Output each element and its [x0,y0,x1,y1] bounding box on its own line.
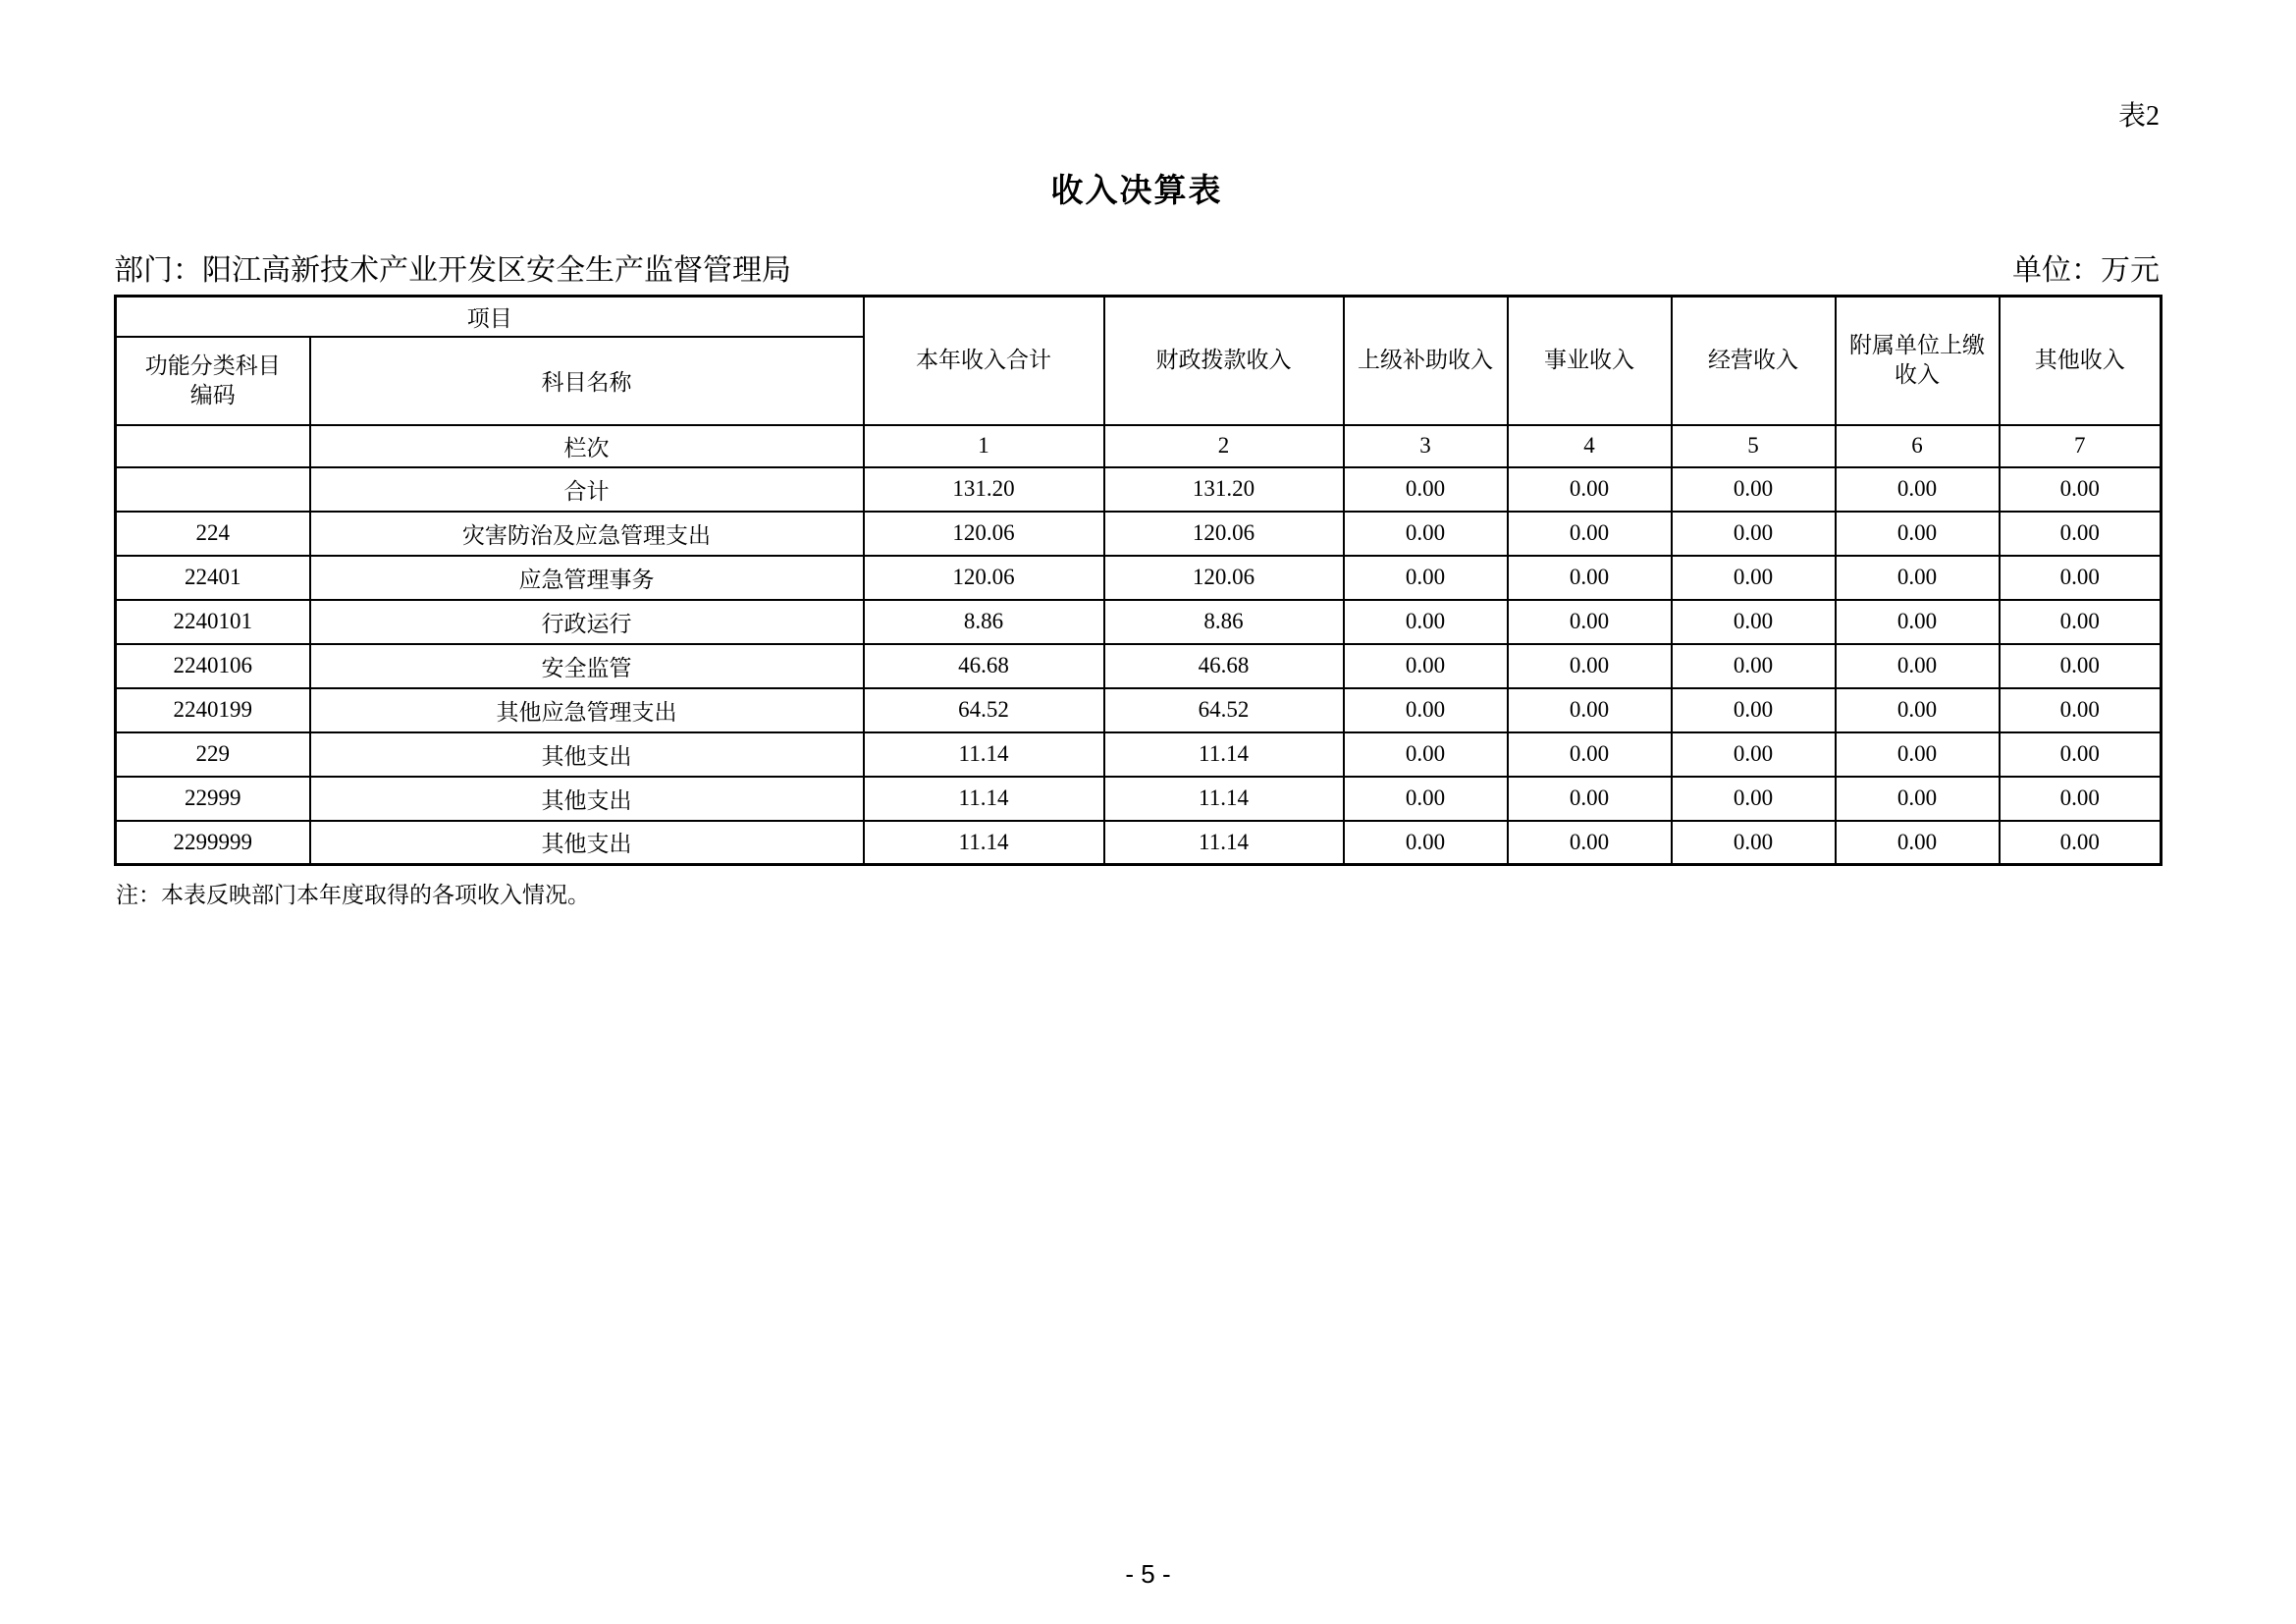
subject-name-cell: 安全监管 [310,644,864,688]
column-header-fiscal-appropriation [1104,297,1344,425]
value-cell: 0.00 [1508,512,1672,556]
table-row [116,467,2162,512]
value-cell: 0.00 [1344,600,1508,644]
value-cell: 0.00 [1508,467,1672,512]
table-row [116,556,2162,600]
subject-name-cell: 其他应急管理支出 [310,688,864,732]
value-cell: 46.68 [864,644,1104,688]
value-cell: 0.00 [2000,777,2162,821]
blank-cell [116,425,310,467]
value-cell: 0.00 [1344,467,1508,512]
table-row [116,732,2162,777]
value-cell: 0.00 [1344,732,1508,777]
column-header-label: 本年收入合计 [916,348,1051,373]
header-row-project [116,297,2162,337]
value-cell: 0.00 [1672,556,1836,600]
value-cell: 0.00 [1344,644,1508,688]
value-cell: 120.06 [864,512,1104,556]
table-row [116,821,2162,865]
table-body [116,467,2162,865]
column-header-superior-subsidy [1344,297,1508,425]
value-cell: 11.14 [1104,821,1344,865]
value-cell: 0.00 [1672,821,1836,865]
value-cell: 0.00 [2000,688,2162,732]
value-cell: 0.00 [1672,777,1836,821]
value-cell: 8.86 [864,600,1104,644]
value-cell: 46.68 [1104,644,1344,688]
corner-table-label: 表2 [2117,101,2160,132]
income-table [114,295,2163,866]
value-cell: 8.86 [1104,600,1344,644]
project-group-header: 项目 [116,297,864,337]
column-header-other-income [2000,297,2162,425]
value-cell: 0.00 [1508,644,1672,688]
value-cell: 11.14 [1104,732,1344,777]
value-cell: 0.00 [1344,512,1508,556]
column-number-cell: 7 [2000,425,2162,467]
code-cell: 229 [116,732,310,777]
column-header-institution-income [1508,297,1672,425]
value-cell: 0.00 [1836,644,2000,688]
subject-name-cell: 行政运行 [310,600,864,644]
unit-label: 单位：万元 [2012,254,2160,287]
value-cell: 0.00 [1672,688,1836,732]
table-row [116,644,2162,688]
value-cell: 0.00 [1508,777,1672,821]
header-row-column-numbers [116,425,2162,467]
code-column-header-label: 功能分类科目编码 [144,352,281,407]
value-cell: 0.00 [2000,600,2162,644]
code-cell: 2299999 [116,821,310,865]
code-cell [116,467,310,512]
value-cell: 0.00 [2000,821,2162,865]
column-header-affiliated-unit-income [1836,297,2000,425]
column-number-cell: 6 [1836,425,2000,467]
footnote: 注：本表反映部门本年度取得的各项收入情况。 [116,883,590,907]
meta-row [114,253,2160,289]
value-cell: 0.00 [1672,600,1836,644]
department-label: 部门：阳江高新技术产业开发区安全生产监督管理局 [114,254,791,287]
column-number-cell: 4 [1508,425,1672,467]
value-cell: 0.00 [1672,467,1836,512]
page-number: - 5 - [1125,1559,1171,1589]
value-cell: 0.00 [1344,688,1508,732]
column-header-label: 事业收入 [1544,348,1634,373]
column-header-label: 经营收入 [1708,348,1798,373]
code-cell: 22999 [116,777,310,821]
subject-name-cell: 其他支出 [310,777,864,821]
value-cell: 0.00 [1836,732,2000,777]
column-header-label: 其他收入 [2034,348,2125,373]
value-cell: 64.52 [864,688,1104,732]
value-cell: 0.00 [2000,732,2162,777]
value-cell: 0.00 [1836,512,2000,556]
column-header-label: 财政拨款收入 [1155,348,1292,373]
column-number-cell: 5 [1672,425,1836,467]
value-cell: 0.00 [1672,512,1836,556]
value-cell: 0.00 [2000,512,2162,556]
value-cell: 131.20 [864,467,1104,512]
value-cell: 11.14 [864,732,1104,777]
value-cell: 120.06 [1104,512,1344,556]
code-cell: 224 [116,512,310,556]
value-cell: 0.00 [1836,467,2000,512]
value-cell: 120.06 [864,556,1104,600]
value-cell: 0.00 [1344,777,1508,821]
code-cell: 22401 [116,556,310,600]
value-cell: 11.14 [1104,777,1344,821]
value-cell: 0.00 [2000,556,2162,600]
subject-name-cell: 其他支出 [310,732,864,777]
value-cell: 0.00 [1836,777,2000,821]
row-index-label-cell: 栏次 [310,425,864,467]
value-cell: 0.00 [2000,467,2162,512]
value-cell: 0.00 [1836,556,2000,600]
value-cell: 64.52 [1104,688,1344,732]
value-cell: 11.14 [864,777,1104,821]
column-header-total-income [864,297,1104,425]
column-number-cell: 3 [1344,425,1508,467]
value-cell: 0.00 [1836,688,2000,732]
subject-name-cell: 合计 [310,467,864,512]
column-number-cell: 2 [1104,425,1344,467]
table-row [116,688,2162,732]
column-header-operating-income [1672,297,1836,425]
value-cell: 0.00 [1672,732,1836,777]
subject-name-cell: 灾害防治及应急管理支出 [310,512,864,556]
subject-name-cell: 应急管理事务 [310,556,864,600]
value-cell: 0.00 [1672,644,1836,688]
value-cell: 131.20 [1104,467,1344,512]
value-cell: 11.14 [864,821,1104,865]
column-header-label: 附属单位上缴收入 [1849,333,1985,388]
value-cell: 120.06 [1104,556,1344,600]
table-row [116,512,2162,556]
value-cell: 0.00 [2000,644,2162,688]
code-cell: 2240106 [116,644,310,688]
value-cell: 0.00 [1836,600,2000,644]
table-row [116,600,2162,644]
column-number-cell: 1 [864,425,1104,467]
value-cell: 0.00 [1508,821,1672,865]
column-header-label: 上级补助收入 [1358,348,1493,373]
page-title: 收入决算表 [1050,174,1223,209]
subject-name-column-header: 科目名称 [310,337,864,425]
table-row [116,777,2162,821]
value-cell: 0.00 [1508,556,1672,600]
value-cell: 0.00 [1344,556,1508,600]
value-cell: 0.00 [1508,732,1672,777]
code-cell: 2240101 [116,600,310,644]
value-cell: 0.00 [1836,821,2000,865]
value-cell: 0.00 [1344,821,1508,865]
value-cell: 0.00 [1508,688,1672,732]
subject-name-cell: 其他支出 [310,821,864,865]
value-cell: 0.00 [1508,600,1672,644]
code-column-header [116,337,310,425]
code-cell: 2240199 [116,688,310,732]
